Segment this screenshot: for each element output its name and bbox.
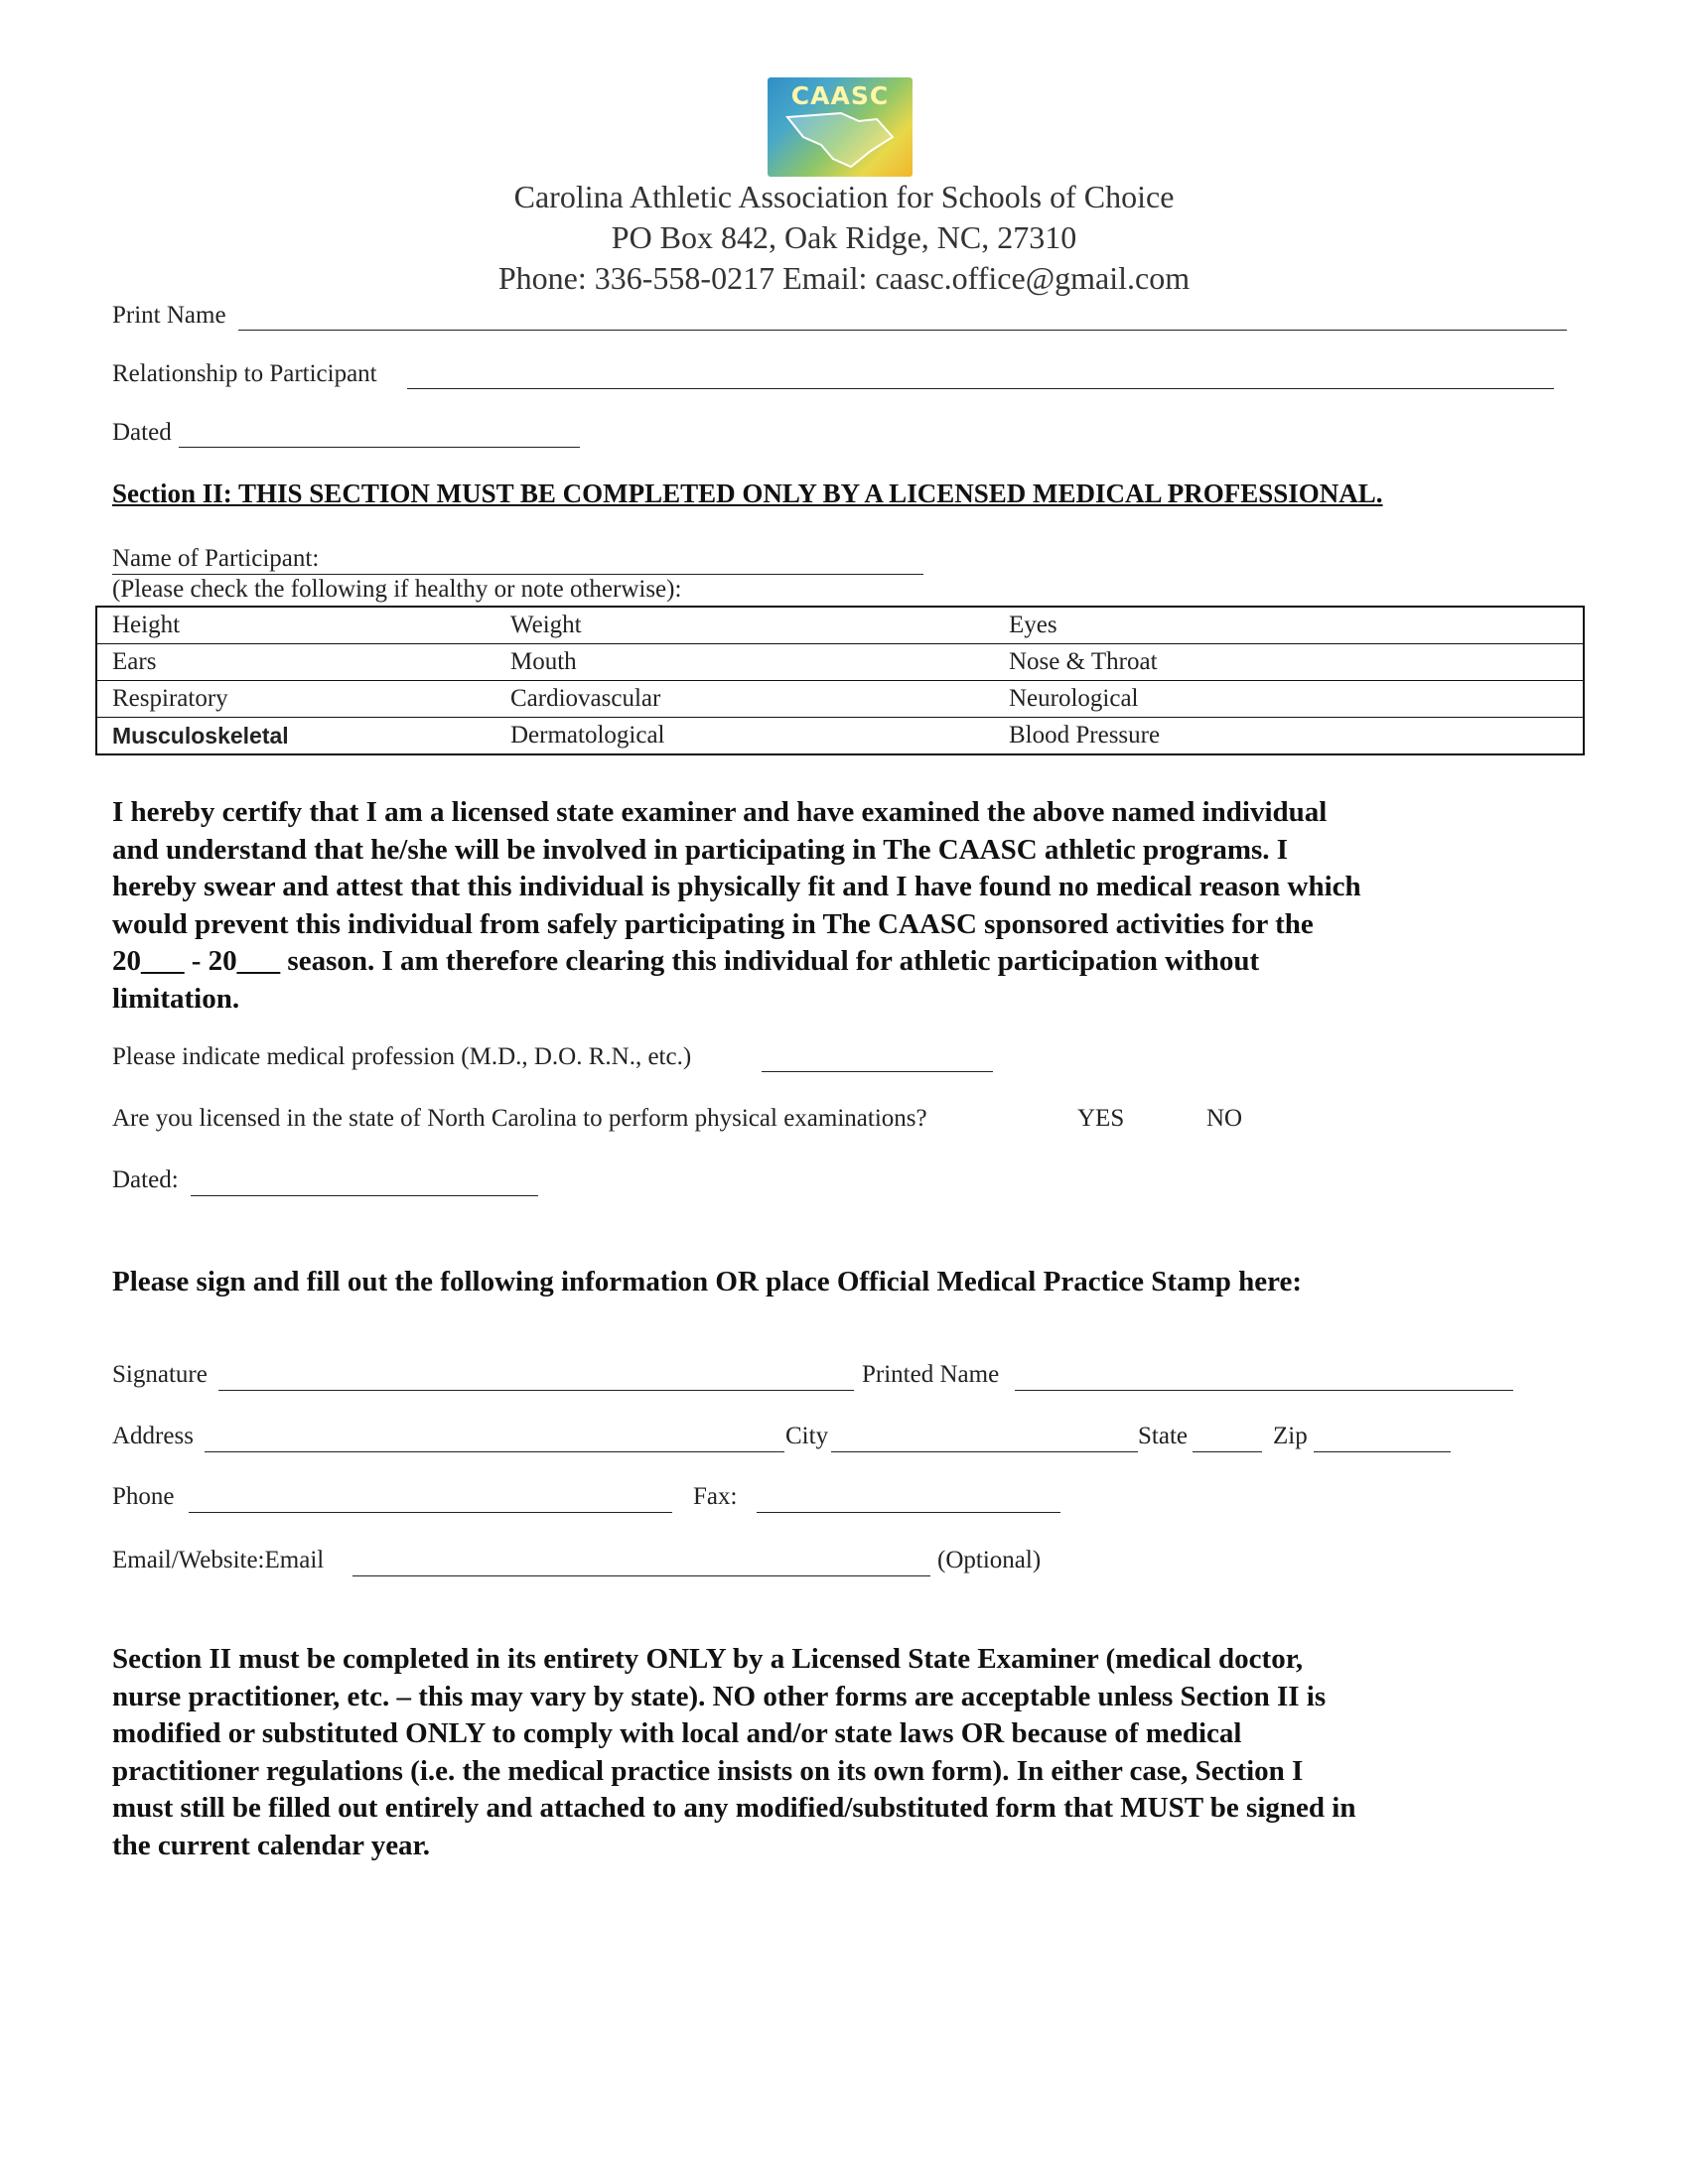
exam-cell[interactable]: Eyes xyxy=(1009,612,1057,638)
city-label: City xyxy=(785,1423,829,1449)
exam-cell[interactable]: Blood Pressure xyxy=(994,718,1584,755)
phone-field[interactable] xyxy=(189,1512,672,1513)
state-map-icon xyxy=(781,107,899,171)
org-contact: Phone: 336-558-0217 Email: caasc.office@gmail.com xyxy=(497,260,1191,296)
profession-field[interactable] xyxy=(762,1071,993,1072)
exam-dated-label: Dated: xyxy=(112,1166,179,1193)
table-row xyxy=(96,718,1584,755)
logo-text: CAASC xyxy=(790,81,890,110)
certification-paragraph xyxy=(112,794,1562,1018)
footer-line: nurse practitioner, etc. – this may vary by state). NO other forms are acceptable unless Section II is xyxy=(112,1680,1327,1712)
relationship-label: Relationship to Participant xyxy=(112,360,377,387)
yes-option[interactable]: YES xyxy=(1077,1105,1125,1132)
profession-label: Please indicate medical profession (M.D., D.O. R.N., etc.) xyxy=(112,1043,692,1070)
no-option[interactable]: NO xyxy=(1206,1105,1243,1132)
certify-line: would prevent this individual from safely participating in The CAASC sponsored activities for the xyxy=(112,907,1314,940)
table-row xyxy=(96,681,1584,718)
footer-line: must still be filled out entirely and attached to any modified/substituted form that MUST be signed in xyxy=(112,1792,1356,1824)
exam-cell[interactable]: Height xyxy=(112,612,181,638)
participant-name-label: Name of Participant: xyxy=(112,545,320,572)
check-note: (Please check the following if healthy or note otherwise): xyxy=(112,576,682,603)
optional-note: (Optional) xyxy=(937,1547,1042,1573)
footer-line: modified or substituted ONLY to comply with local and/or state laws OR because of medical xyxy=(112,1717,1242,1749)
footer-line: Section II must be completed in its entirety ONLY by a Licensed State Examiner (medical doctor, xyxy=(112,1643,1304,1675)
caasc-logo xyxy=(768,77,913,177)
email-label: Email/Website:Email xyxy=(112,1547,325,1573)
phone-label: Phone xyxy=(112,1483,175,1510)
printed-name-label: Printed Name xyxy=(862,1361,1000,1388)
footer-line: the current calendar year. xyxy=(112,1829,431,1861)
certify-line: hereby swear and attest that this individual is physically fit and I have found no medical reason which xyxy=(112,871,1361,902)
exam-cell[interactable]: Neurological xyxy=(994,681,1584,718)
table-row xyxy=(96,644,1584,681)
footer-line: practitioner regulations (i.e. the medical practice insists on its own form). In either case, Section I xyxy=(112,1754,1304,1787)
fax-label: Fax: xyxy=(693,1483,738,1510)
email-field[interactable] xyxy=(352,1575,930,1576)
certify-line: 20___ - 20___ season. I am therefore clearing this individual for athletic participation without xyxy=(112,945,1260,977)
zip-field[interactable] xyxy=(1314,1451,1451,1452)
sign-heading: Please sign and fill out the following information OR place Official Medical Practice Stamp here: xyxy=(112,1266,1302,1297)
participant-name-field[interactable] xyxy=(112,574,923,575)
org-address: PO Box 842, Oak Ridge, NC, 27310 xyxy=(611,219,1077,255)
org-name: Carolina Athletic Association for Schools of Choice xyxy=(513,179,1175,214)
exam-cell[interactable]: Weight xyxy=(510,612,582,638)
exam-dated-field[interactable] xyxy=(191,1195,538,1196)
table-row xyxy=(96,607,1584,644)
exam-checklist-table xyxy=(95,606,1585,755)
fax-field[interactable] xyxy=(757,1512,1060,1513)
exam-cell[interactable]: Dermatological xyxy=(495,718,994,755)
certify-line: and understand that he/she will be involved in participating in The CAASC athletic programs. I xyxy=(112,833,1289,866)
signature-label: Signature xyxy=(112,1361,208,1388)
address-field[interactable] xyxy=(205,1451,784,1452)
zip-label: Zip xyxy=(1273,1423,1308,1449)
address-label: Address xyxy=(112,1423,194,1449)
print-name-label: Print Name xyxy=(112,302,226,329)
dated-label: Dated xyxy=(112,419,172,446)
exam-cell[interactable]: Musculoskeletal xyxy=(96,718,495,755)
dated-field[interactable] xyxy=(179,447,580,448)
state-field[interactable] xyxy=(1193,1451,1262,1452)
relationship-field[interactable] xyxy=(407,388,1554,389)
city-field[interactable] xyxy=(831,1451,1138,1452)
exam-cell[interactable]: Ears xyxy=(96,644,495,681)
section-ii-title: Section II: THIS SECTION MUST BE COMPLETED ONLY BY A LICENSED MEDICAL PROFESSIONAL. xyxy=(112,478,1383,508)
certify-line: I hereby certify that I am a licensed state examiner and have examined the above named individual xyxy=(112,796,1328,828)
licensed-question: Are you licensed in the state of North Carolina to perform physical examinations? xyxy=(112,1105,927,1132)
exam-cell[interactable]: Mouth xyxy=(495,644,994,681)
signature-field[interactable] xyxy=(218,1390,854,1391)
printed-name-field[interactable] xyxy=(1015,1390,1513,1391)
print-name-field[interactable] xyxy=(238,330,1567,331)
state-label: State xyxy=(1138,1423,1188,1449)
exam-cell[interactable]: Respiratory xyxy=(96,681,495,718)
exam-cell[interactable]: Nose & Throat xyxy=(994,644,1584,681)
footer-paragraph xyxy=(112,1641,1562,1864)
exam-cell[interactable]: Cardiovascular xyxy=(495,681,994,718)
certify-line: limitation. xyxy=(112,982,240,1015)
